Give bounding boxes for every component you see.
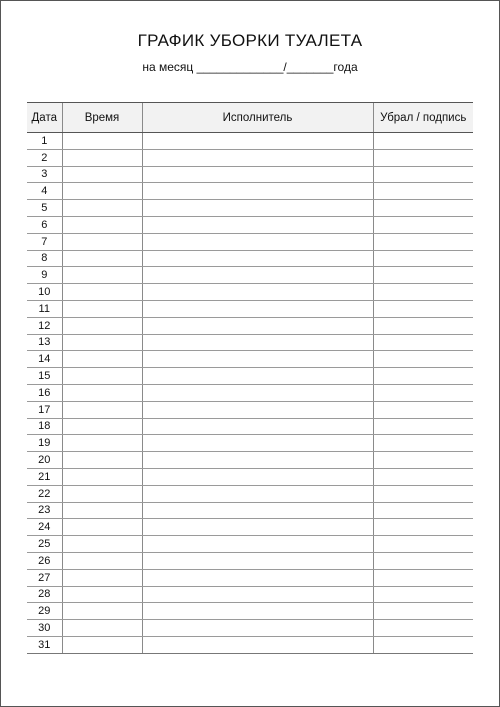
time-cell[interactable] xyxy=(62,351,142,368)
table-row xyxy=(27,284,473,301)
signature-cell[interactable] xyxy=(373,452,473,469)
executor-cell[interactable] xyxy=(142,569,373,586)
table-row xyxy=(27,334,473,351)
signature-cell[interactable] xyxy=(373,552,473,569)
executor-cell[interactable] xyxy=(142,552,373,569)
executor-cell[interactable] xyxy=(142,620,373,637)
signature-cell[interactable] xyxy=(373,368,473,385)
executor-cell[interactable] xyxy=(142,183,373,200)
signature-cell[interactable] xyxy=(373,334,473,351)
time-cell[interactable] xyxy=(62,502,142,519)
signature-cell[interactable] xyxy=(373,183,473,200)
time-cell[interactable] xyxy=(62,452,142,469)
header-date: Дата xyxy=(27,103,62,133)
time-cell[interactable] xyxy=(62,586,142,603)
time-cell[interactable] xyxy=(62,435,142,452)
signature-cell[interactable] xyxy=(373,317,473,334)
signature-cell[interactable] xyxy=(373,435,473,452)
signature-cell[interactable] xyxy=(373,216,473,233)
table-row xyxy=(27,149,473,166)
table-row xyxy=(27,603,473,620)
table-body xyxy=(27,133,473,654)
signature-cell[interactable] xyxy=(373,384,473,401)
date-cell: 24 xyxy=(27,519,62,536)
document-title: ГРАФИК УБОРКИ ТУАЛЕТА xyxy=(137,31,363,50)
table-header-row xyxy=(27,103,473,133)
time-cell[interactable] xyxy=(62,468,142,485)
signature-cell[interactable] xyxy=(373,401,473,418)
date-cell: 28 xyxy=(27,586,62,603)
date-cell: 6 xyxy=(27,216,62,233)
executor-cell[interactable] xyxy=(142,452,373,469)
header-signature: Убрал / подпись xyxy=(373,103,473,133)
header-executor: Исполнитель xyxy=(142,103,373,133)
signature-cell[interactable] xyxy=(373,620,473,637)
executor-cell[interactable] xyxy=(142,233,373,250)
table-row xyxy=(27,401,473,418)
executor-cell[interactable] xyxy=(142,149,373,166)
date-cell: 16 xyxy=(27,384,62,401)
time-cell[interactable] xyxy=(62,284,142,301)
table-row xyxy=(27,435,473,452)
executor-cell[interactable] xyxy=(142,250,373,267)
executor-cell[interactable] xyxy=(142,317,373,334)
time-cell[interactable] xyxy=(62,636,142,653)
signature-cell[interactable] xyxy=(373,468,473,485)
signature-cell[interactable] xyxy=(373,149,473,166)
date-cell: 14 xyxy=(27,351,62,368)
date-cell: 22 xyxy=(27,485,62,502)
signature-cell[interactable] xyxy=(373,603,473,620)
table-row xyxy=(27,317,473,334)
executor-cell[interactable] xyxy=(142,636,373,653)
time-cell[interactable] xyxy=(62,569,142,586)
signature-cell[interactable] xyxy=(373,284,473,301)
signature-cell[interactable] xyxy=(373,586,473,603)
date-cell: 17 xyxy=(27,401,62,418)
table-row xyxy=(27,468,473,485)
date-cell: 11 xyxy=(27,300,62,317)
table-row xyxy=(27,267,473,284)
executor-cell[interactable] xyxy=(142,200,373,217)
signature-cell[interactable] xyxy=(373,250,473,267)
signature-cell[interactable] xyxy=(373,166,473,183)
signature-cell[interactable] xyxy=(373,418,473,435)
date-cell: 10 xyxy=(27,284,62,301)
date-cell: 15 xyxy=(27,368,62,385)
table-row xyxy=(27,636,473,653)
time-cell[interactable] xyxy=(62,368,142,385)
date-cell: 12 xyxy=(27,317,62,334)
table-row xyxy=(27,216,473,233)
signature-cell[interactable] xyxy=(373,133,473,150)
time-cell[interactable] xyxy=(62,183,142,200)
executor-cell[interactable] xyxy=(142,586,373,603)
table-row xyxy=(27,233,473,250)
executor-cell[interactable] xyxy=(142,418,373,435)
header-time: Время xyxy=(62,103,142,133)
table-row xyxy=(27,418,473,435)
table-row xyxy=(27,300,473,317)
signature-cell[interactable] xyxy=(373,485,473,502)
time-cell[interactable] xyxy=(62,418,142,435)
table-row xyxy=(27,183,473,200)
signature-cell[interactable] xyxy=(373,636,473,653)
table-row xyxy=(27,368,473,385)
date-cell: 25 xyxy=(27,536,62,553)
table-row xyxy=(27,502,473,519)
date-cell: 18 xyxy=(27,418,62,435)
date-cell: 21 xyxy=(27,468,62,485)
executor-cell[interactable] xyxy=(142,284,373,301)
time-cell[interactable] xyxy=(62,267,142,284)
time-cell[interactable] xyxy=(62,166,142,183)
time-cell[interactable] xyxy=(62,216,142,233)
date-cell: 3 xyxy=(27,166,62,183)
executor-cell[interactable] xyxy=(142,166,373,183)
time-cell[interactable] xyxy=(62,317,142,334)
signature-cell[interactable] xyxy=(373,519,473,536)
date-cell: 4 xyxy=(27,183,62,200)
date-cell: 5 xyxy=(27,200,62,217)
signature-cell[interactable] xyxy=(373,569,473,586)
date-cell: 29 xyxy=(27,603,62,620)
signature-cell[interactable] xyxy=(373,267,473,284)
time-cell[interactable] xyxy=(62,485,142,502)
time-cell[interactable] xyxy=(62,552,142,569)
executor-cell[interactable] xyxy=(142,300,373,317)
signature-cell[interactable] xyxy=(373,233,473,250)
time-cell[interactable] xyxy=(62,384,142,401)
month-year-line: на месяц _____________/_______года xyxy=(142,60,358,74)
time-cell[interactable] xyxy=(62,149,142,166)
executor-cell[interactable] xyxy=(142,368,373,385)
time-cell[interactable] xyxy=(62,401,142,418)
date-cell: 9 xyxy=(27,267,62,284)
cleaning-schedule-table xyxy=(27,102,473,654)
executor-cell[interactable] xyxy=(142,603,373,620)
executor-cell[interactable] xyxy=(142,536,373,553)
signature-cell[interactable] xyxy=(373,502,473,519)
date-cell: 8 xyxy=(27,250,62,267)
executor-cell[interactable] xyxy=(142,216,373,233)
signature-cell[interactable] xyxy=(373,200,473,217)
date-cell: 26 xyxy=(27,552,62,569)
time-cell[interactable] xyxy=(62,536,142,553)
table-row xyxy=(27,133,473,150)
signature-cell[interactable] xyxy=(373,351,473,368)
executor-cell[interactable] xyxy=(142,351,373,368)
signature-cell[interactable] xyxy=(373,300,473,317)
table-row xyxy=(27,620,473,637)
table-row xyxy=(27,485,473,502)
time-cell[interactable] xyxy=(62,620,142,637)
table-row xyxy=(27,351,473,368)
date-cell: 30 xyxy=(27,620,62,637)
time-cell[interactable] xyxy=(62,519,142,536)
executor-cell[interactable] xyxy=(142,502,373,519)
time-cell[interactable] xyxy=(62,603,142,620)
table-row xyxy=(27,452,473,469)
executor-cell[interactable] xyxy=(142,435,373,452)
executor-cell[interactable] xyxy=(142,401,373,418)
date-cell: 31 xyxy=(27,636,62,653)
table-row xyxy=(27,552,473,569)
date-cell: 23 xyxy=(27,502,62,519)
table-row xyxy=(27,200,473,217)
time-cell[interactable] xyxy=(62,233,142,250)
executor-cell[interactable] xyxy=(142,384,373,401)
date-cell: 7 xyxy=(27,233,62,250)
signature-cell[interactable] xyxy=(373,536,473,553)
time-cell[interactable] xyxy=(62,334,142,351)
table-row xyxy=(27,519,473,536)
table-row xyxy=(27,586,473,603)
table-row xyxy=(27,569,473,586)
time-cell[interactable] xyxy=(62,300,142,317)
executor-cell[interactable] xyxy=(142,468,373,485)
time-cell[interactable] xyxy=(62,200,142,217)
executor-cell[interactable] xyxy=(142,267,373,284)
executor-cell[interactable] xyxy=(142,485,373,502)
table-row xyxy=(27,166,473,183)
executor-cell[interactable] xyxy=(142,519,373,536)
date-cell: 1 xyxy=(27,133,62,150)
date-cell: 19 xyxy=(27,435,62,452)
time-cell[interactable] xyxy=(62,250,142,267)
date-cell: 20 xyxy=(27,452,62,469)
date-cell: 27 xyxy=(27,569,62,586)
date-cell: 13 xyxy=(27,334,62,351)
executor-cell[interactable] xyxy=(142,133,373,150)
table-row xyxy=(27,536,473,553)
table-row xyxy=(27,250,473,267)
table-row xyxy=(27,384,473,401)
date-cell: 2 xyxy=(27,149,62,166)
executor-cell[interactable] xyxy=(142,334,373,351)
time-cell[interactable] xyxy=(62,133,142,150)
